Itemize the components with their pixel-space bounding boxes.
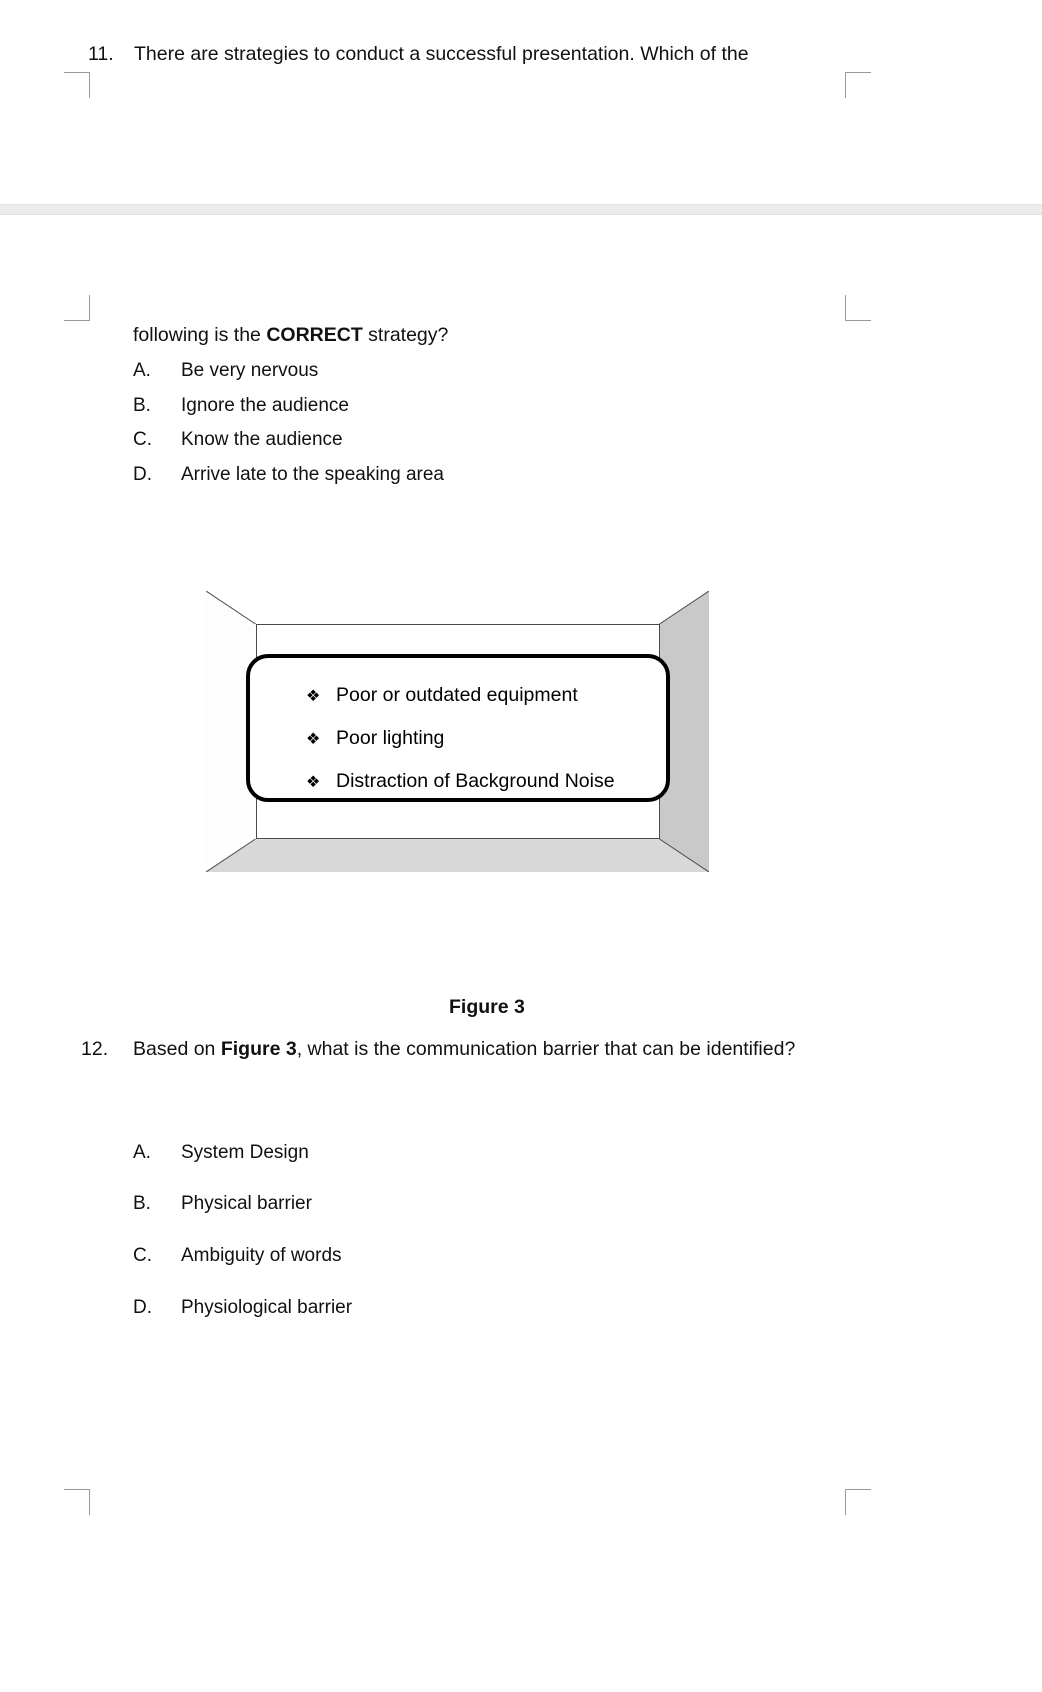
question-12-option-d-text: Physiological barrier: [181, 1297, 353, 1318]
question-11-option-d-letter: D.: [133, 464, 152, 485]
question-11-number: 11.: [88, 43, 114, 65]
question-11-option-a-letter: A.: [133, 360, 151, 381]
question-12-suffix: , what is the communication barrier that can be identified?: [296, 1038, 796, 1060]
crop-mark-top-left-upper: [64, 72, 90, 98]
question-12-option-b-text: Physical barrier: [181, 1193, 312, 1214]
figure-bullet-text-2: Poor lighting: [336, 727, 445, 749]
figure-bullet-text-3: Distraction of Background Noise: [336, 770, 615, 792]
crop-mark-bottom-right-upper: [845, 295, 871, 321]
question-11-option-a-text: Be very nervous: [181, 360, 319, 381]
figure-bullet-text-1: Poor or outdated equipment: [336, 684, 578, 706]
diamond-bullet-icon: ❖: [306, 731, 321, 748]
crop-mark-top-left-lower: [64, 1489, 90, 1515]
question-12-text: [133, 1036, 795, 1062]
question-11-line2-prefix: following is the: [133, 324, 267, 346]
figure-3-caption: Figure 3: [449, 996, 525, 1018]
question-12-emphasis-figure-3: Figure 3: [220, 1038, 297, 1060]
question-12-option-c-letter: C.: [133, 1245, 152, 1266]
page-separator: [0, 204, 1042, 215]
question-12-option-c-text: Ambiguity of words: [181, 1245, 342, 1266]
question-11-option-c-letter: C.: [133, 429, 152, 450]
question-12-option-a-text: System Design: [181, 1142, 309, 1163]
figure-rounded-callout: [246, 654, 670, 802]
question-12-option-b-letter: B.: [133, 1193, 151, 1214]
question-11-text-line-2: [133, 322, 448, 348]
question-11-option-c-text: Know the audience: [181, 429, 343, 450]
figure-3-graphic: [206, 591, 709, 872]
question-12-option-a-letter: A.: [133, 1142, 151, 1163]
crop-mark-top-right-lower: [845, 1489, 871, 1515]
question-12-number: 12.: [81, 1038, 109, 1060]
figure-bullet-item-3: [306, 760, 666, 803]
question-11-option-d-text: Arrive late to the speaking area: [181, 464, 444, 485]
figure-bullet-item-2: [306, 717, 666, 760]
question-11-text-line-1: There are strategies to conduct a successful presentation. Which of the: [134, 43, 749, 65]
question-12-prefix: Based on: [133, 1038, 221, 1060]
question-11-option-b-text: Ignore the audience: [181, 395, 349, 416]
question-11-option-b-letter: B.: [133, 395, 151, 416]
question-11-line2-suffix: strategy?: [362, 324, 449, 346]
figure-bullet-list: [306, 674, 666, 803]
diamond-bullet-icon: ❖: [306, 774, 321, 791]
crop-mark-top-right-upper: [845, 72, 871, 98]
crop-mark-bottom-left-upper: [64, 295, 90, 321]
diamond-bullet-icon: ❖: [306, 688, 321, 705]
question-11-emphasis-correct: CORRECT: [266, 324, 363, 346]
figure-bullet-item-1: [306, 674, 666, 717]
question-12-option-d-letter: D.: [133, 1297, 152, 1318]
